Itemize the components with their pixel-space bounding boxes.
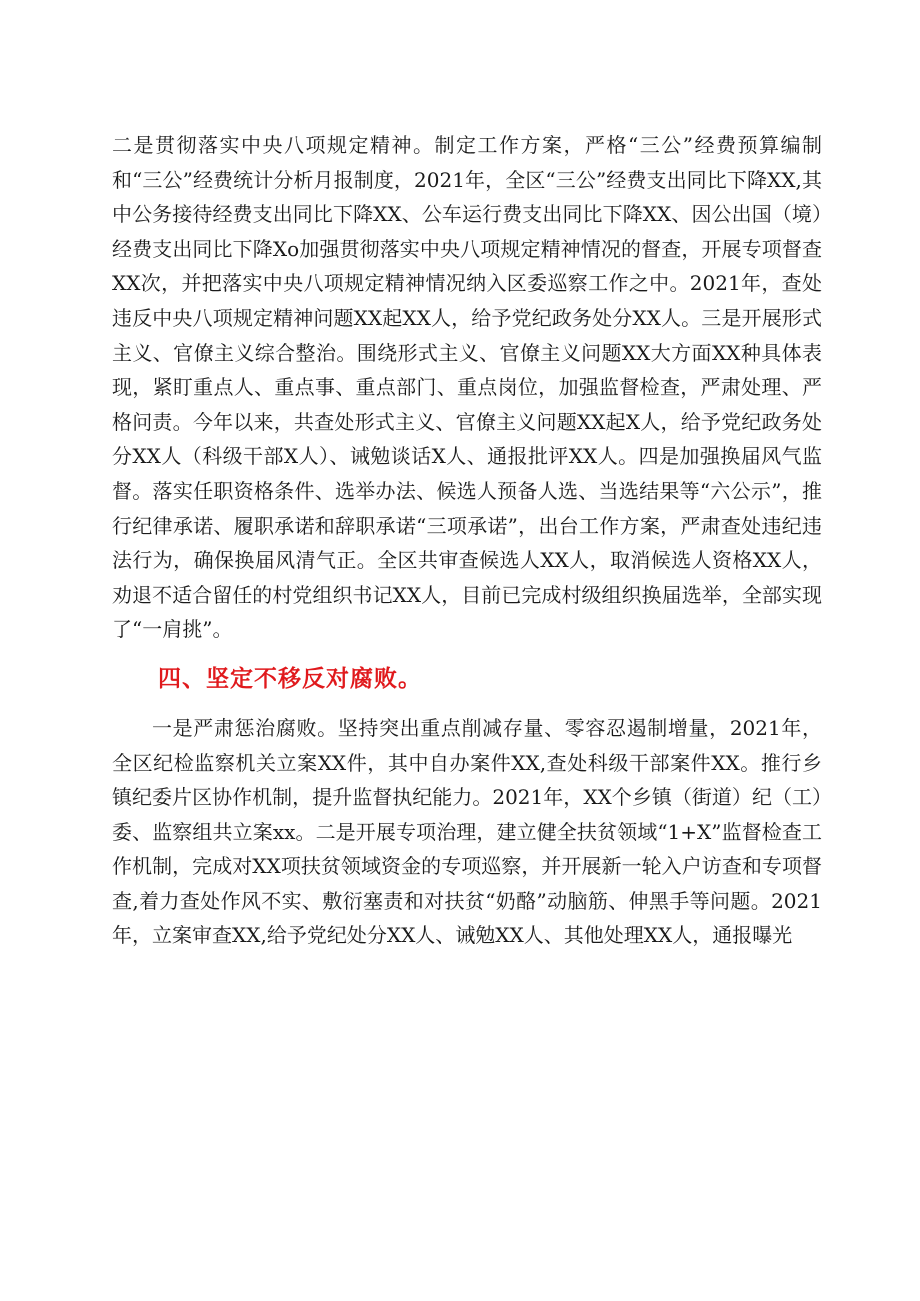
document-page (112, 128, 822, 953)
section-heading-4: 四、坚定不移反对腐败。 (158, 665, 422, 692)
body-paragraph-continued: 二是贯彻落实中央八项规定精神。制定工作方案，严格“三公”经费预算编制和“三公”经费统计分析月报制度，2021年，全区“三公”经费支出同比下降XX,其中公务接待经费支出同比下降XX、公车运行费支出同比下降XX、因公出国（境）经费支出同比下降Xo加强贯彻落实中央八项规定精神情况的督查，开展专项督查XX次，并把落实中央八项规定精神情况纳入区委巡察工作之中。2021年，查处违反中央八项规定精神问题XX起XX人，给予党纪政务处分XX人。三是开展形式主义、官僚主义综合整治。围绕形式主义、官僚主义问题XX大方面XX种具体表现，紧盯重点人、重点事、重点部门、重点岗位，加强监督检查，严肃处理、严格问责。今年以来，共查处形式主义、官僚主义问题XX起X人，给予党纪政务处分XX人（科级干部X人）、诫勉谈话X人、通报批评XX人。四是加强换届风气监督。落实任职资格条件、选举办法、候选人预备人选、当选结果等“六公示”，推行纪律承诺、履职承诺和辞职承诺“三项承诺”，出台工作方案，严肃查处违纪违法行为，确保换届风清气正。全区共审查候选人XX人，取消候选人资格XX人，劝退不适合留任的村党组织书记XX人，目前已完成村级组织换届选举，全部实现了“一肩挑”。 (112, 133, 822, 642)
body-paragraph: 一是严肃惩治腐败。坚持突出重点削减存量、零容忍遏制增量，2021年，全区纪检监察机关立案XX件，其中自办案件XX,查处科级干部案件XX。推行乡镇纪委片区协作机制，提升监督执纪能力。2021年，XX个乡镇（街道）纪（工）委、监察组共立案xx。二是开展专项治理，建立健全扶贫领域“1+X”监督检查工作机制，完成对XX项扶贫领域资金的专项巡察，并开展新一轮入户访查和专项督查,着力查处作风不实、敷衍塞责和对扶贫“奶酪”动脑筋、伸黑手等问题。2021年，立案审查XX,给予党纪处分XX人、诫勉XX人、其他处理XX人，通报曝光 (112, 715, 822, 948)
